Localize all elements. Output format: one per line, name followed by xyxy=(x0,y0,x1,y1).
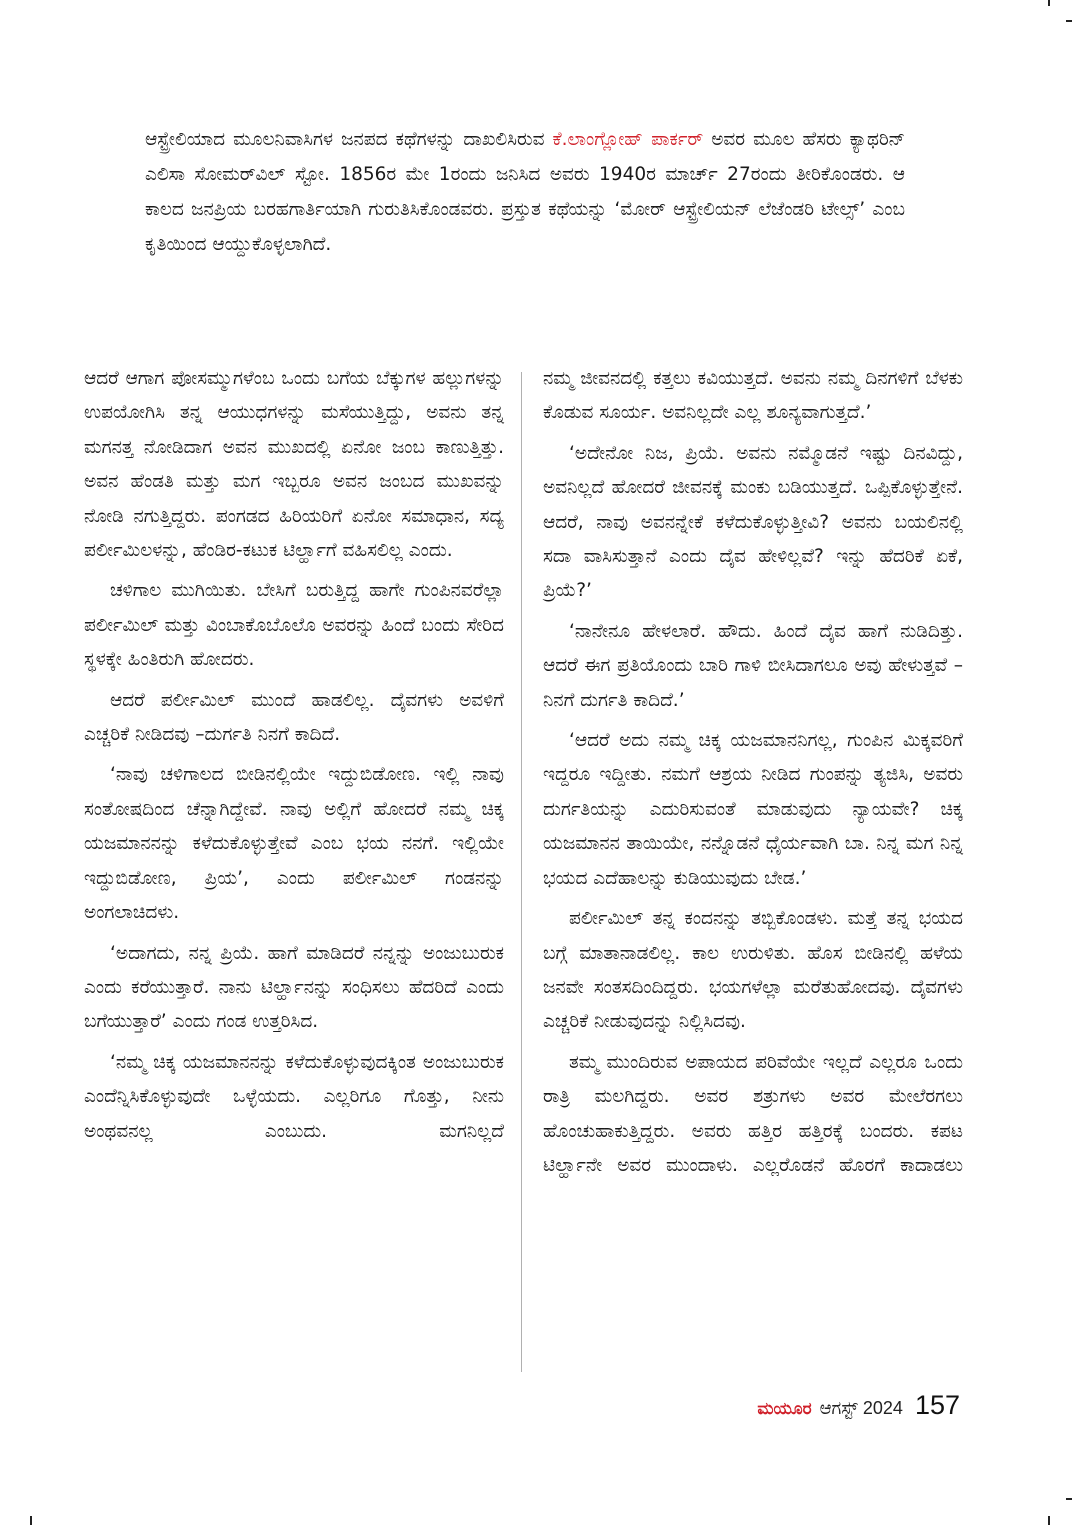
paragraph: ‘ಅದೇನೋ ನಿಜ, ಪ್ರಿಯೆ. ಅವನು ನಮ್ಮೊಡನೆ ಇಷ್ಟು ದಿನವಿದ್ದು, ಅವನಿಲ್ಲದೆ ಹೋದರೆ ಜೀವನಕ್ಕೆ ಮಂಕು ಬಡಿಯುತ್ತದೆ. ಒಪ್ಪಿಕೊಳ್ಳುತ್ತೇನೆ. ಆದರೆ, ನಾವು ಅವನನ್ನೇಕೆ ಕಳೆದುಕೊಳ್ಳುತ್ತೀವಿ? ಅವನು ಬಯಲಿನಲ್ಲಿ ಸದಾ ವಾಸಿಸುತ್ತಾನೆ ಎಂದು ದೈವ ಹೇಳಿಲ್ಲವೆ? ಇನ್ನು ಹೆದರಿಕೆ ಏಕೆ, ಪ್ರಿಯೆ?’ xyxy=(543,442,963,602)
paragraph: ತಮ್ಮ ಮುಂದಿರುವ ಅಪಾಯದ ಪರಿವೆಯೇ ಇಲ್ಲದೆ ಎಲ್ಲರೂ ಒಂದು ರಾತ್ರಿ ಮಲಗಿದ್ದರು. ಅವರ ಶತ್ರುಗಳು ಅವರ ಮೇಲೆರಗಲು ಹೊಂಚುಹಾಕುತ್ತಿದ್ದರು. ಅವರು ಹತ್ತಿರ ಹತ್ತಿರಕ್ಕೆ ಬಂದರು. ಕಪಟ ಟಿರ್ಲ್ಹಾನೇ ಅವರ ಮುಂದಾಳು. ಎಲ್ಲರೊಡನೆ ಹೊರಗೆ ಕಾದಾಡಲು xyxy=(543,1051,963,1176)
paragraph: ಪರ್ಲೀಮಿಲ್ ತನ್ನ ಕಂದನನ್ನು ತಬ್ಬಿಕೊಂಡಳು. ಮತ್ತೆ ತನ್ನ ಭಯದ ಬಗ್ಗೆ ಮಾತಾನಾಡಲಿಲ್ಲ. ಕಾಲ ಉರುಳಿತು. ಹೊಸ ಬೀಡಿನಲ್ಲಿ ಹಳೆಯ ಜನವೇ ಸಂತಸದಿಂದಿದ್ದರು. ಭಯಗಳೆಲ್ಲಾ ಮರೆತುಹೋದವು. ದೈವಗಳು ಎಚ್ಚರಿಕೆ ನೀಡುವುದನ್ನು ನಿಲ್ಲಿಸಿದವು. xyxy=(543,908,963,1033)
paragraph: ಆದರೆ ಆಗಾಗ ಪೋಸಮ್ಮುಗಳೆಂಬ ಒಂದು ಬಗೆಯ ಬೆಕ್ಕುಗಳ ಹಲ್ಲುಗಳನ್ನು ಉಪಯೋಗಿಸಿ ತನ್ನ ಆಯುಧಗಳನ್ನು ಮಸೆಯುತ್ತಿದ್ದು, ಅವನು ತನ್ನ ಮಗನತ್ತ ನೋಡಿದಾಗ ಅವನ ಮುಖದಲ್ಲಿ ಏನೋ ಜಂಬ ಕಾಣುತ್ತಿತ್ತು. ಅವನ ಹೆಂಡತಿ ಮತ್ತು ಮಗ ಇಬ್ಬರೂ ಅವನ ಜಂಬದ ಮುಖವನ್ನು ನೋಡಿ ನಗುತ್ತಿದ್ದರು. ಪಂಗಡದ ಹಿರಿಯರಿಗೆ ಏನೋ ಸಮಾಧಾನ, ಸದ್ಯ ಪರ್ಲೀಮಿಲಳನ್ನು, ಹೆಂಡಿರ-ಕಟುಕ ಟಿರ್ಲ್ಹಾಗೆ ವಹಿಸಲಿಲ್ಲ ಎಂದು. xyxy=(84,368,504,562)
author-name: ಕೆ.ಲಾಂಗ್ಲೋಹ್ ಪಾರ್ಕರ್ xyxy=(552,129,704,150)
magazine-logo: ಮಯೂರ xyxy=(757,1399,812,1419)
paragraph: ನಮ್ಮ ಜೀವನದಲ್ಲಿ ಕತ್ತಲು ಕವಿಯುತ್ತದೆ. ಅವನು ನಮ್ಮ ದಿನಗಳಿಗೆ ಬೆಳಕು ಕೊಡುವ ಸೂರ್ಯ. ಅವನಿಲ್ಲದೇ ಎಲ್ಲ ಶೂನ್ಯವಾಗುತ್ತದೆ.’ xyxy=(543,368,963,424)
paragraph: ‘ನಮ್ಮ ಚಿಕ್ಕ ಯಜಮಾನನನ್ನು ಕಳೆದುಕೊಳ್ಳುವುದಕ್ಕಿಂತ ಅಂಜುಬುರುಕ ಎಂದೆನ್ನಿಸಿಕೊಳ್ಳುವುದೇ ಒಳ್ಳೆಯದು. ಎಲ್ಲರಿಗೂ ಗೊತ್ತು, ನೀನು ಅಂಥವನಲ್ಲ ಎಂಬುದು. ಮಗನಿಲ್ಲದೆ xyxy=(84,1051,504,1142)
page-footer xyxy=(757,1390,960,1430)
column-divider xyxy=(521,372,522,1372)
article-column-right xyxy=(543,362,963,1183)
crop-mark-top xyxy=(1048,0,1050,6)
intro-text: ಅವರ ಮೂಲ ಹೆಸರು ಕ್ಯಾಥರಿನ್ ಎಲಿಸಾ ಸೋಮರ್‌ವಿಲ್ ಸ್ಟೋ. 1856ರ ಮೇ 1ರಂದು ಜನಿಸಿದ ಅವರು 1940ರ ಮಾರ್ಚ್ 27ರಂದು ತೀರಿಕೊಂಡರು. ಆ ಕಾಲದ ಜನಪ್ರಿಯ ಬರಹಗಾರ್ತಿಯಾಗಿ ಗುರುತಿಸಿಕೊಂಡವರು. ಪ್ರಸ್ತುತ ಕಥೆಯನ್ನು ‘ಮೋರ್ ಆಸ್ಟ್ರೇಲಿಯನ್ ಲೆಜೆಂಡರಿ ಟೇಲ್ಸ್’ ಎಂಬ ಕೃತಿಯಿಂದ ಆಯ್ದುಕೊಳ್ಳಲಾಗಿದೆ. xyxy=(145,129,906,255)
crop-mark-bottom xyxy=(1048,1516,1050,1525)
author-introduction xyxy=(145,122,905,262)
intro-lead: ಆಸ್ಟ್ರೇಲಿಯಾದ ಮೂಲನಿವಾಸಿಗಳ ಜನಪದ ಕಥೆಗಳನ್ನು ದಾಖಲಿಸಿರುವ xyxy=(145,129,545,150)
issue-date: ಆಗಸ್ಟ್ 2024 xyxy=(819,1398,903,1418)
crop-mark-right-top xyxy=(1066,20,1072,22)
paragraph: ‘ನಾನೇನೂ ಹೇಳಲಾರೆ. ಹೌದು. ಹಿಂದೆ ದೈವ ಹಾಗೆ ನುಡಿದಿತ್ತು. ಆದರೆ ಈಗ ಪ್ರತಿಯೊಂದು ಬಾರಿ ಗಾಳಿ ಬೀಸಿದಾಗಲೂ ಅವು ಹೇಳುತ್ತವೆ – ನಿನಗೆ ದುರ್ಗತಿ ಕಾದಿದೆ.’ xyxy=(543,620,963,711)
page-number: 157 xyxy=(914,1390,960,1420)
paragraph: ‘ನಾವು ಚಳಿಗಾಲದ ಬೀಡಿನಲ್ಲಿಯೇ ಇದ್ದುಬಿಡೋಣ. ಇಲ್ಲಿ ನಾವು ಸಂತೋಷದಿಂದ ಚೆನ್ನಾಗಿದ್ದೇವೆ. ನಾವು ಅಲ್ಲಿಗೆ ಹೋದರೆ ನಮ್ಮ ಚಿಕ್ಕ ಯಜಮಾನನನ್ನು ಕಳೆದುಕೊಳ್ಳುತ್ತೇವೆ ಎಂಬ ಭಯ ನನಗೆ. ಇಲ್ಲಿಯೇ ಇದ್ದುಬಿಡೋಣ, ಪ್ರಿಯ’, ಎಂದು ಪರ್ಲೀಮಿಲ್ ಗಂಡನನ್ನು ಅಂಗಲಾಚಿದಳು. xyxy=(84,764,504,924)
paragraph: ಚಳಿಗಾಲ ಮುಗಿಯಿತು. ಬೇಸಿಗೆ ಬರುತ್ತಿದ್ದ ಹಾಗೇ ಗುಂಪಿನವರೆಲ್ಲಾ ಪರ್ಲೀಮಿಲ್ ಮತ್ತು ವಿಂಬಾಕೊಬೊಲೊ ಅವರನ್ನು ಹಿಂದೆ ಬಂದು ಸೇರಿದ ಸ್ಥಳಕ್ಕೇ ಹಿಂತಿರುಗಿ ಹೋದರು. xyxy=(84,580,504,671)
paragraph: ಆದರೆ ಪರ್ಲೀಮಿಲ್ ಮುಂದೆ ಹಾಡಲಿಲ್ಲ. ದೈವಗಳು ಅವಳಿಗೆ ಎಚ್ಚರಿಕೆ ನೀಡಿದವು –ದುರ್ಗತಿ ನಿನಗೆ ಕಾದಿದೆ. xyxy=(84,689,504,746)
crop-mark-right-bottom xyxy=(1066,1498,1072,1500)
paragraph: ‘ಆದರೆ ಅದು ನಮ್ಮ ಚಿಕ್ಕ ಯಜಮಾನನಿಗಲ್ಲ, ಗುಂಪಿನ ಮಿಕ್ಕವರಿಗೆ ಇದ್ದರೂ ಇದ್ದೀತು. ನಮಗೆ ಆಶ್ರಯ ನೀಡಿದ ಗುಂಪನ್ನು ತ್ಯಜಿಸಿ, ಅವರು ದುರ್ಗತಿಯನ್ನು ಎದುರಿಸುವಂತೆ ಮಾಡುವುದು ನ್ಯಾಯವೇ? ಚಿಕ್ಕ ಯಜಮಾನನ ತಾಯಿಯೇ, ನನ್ನೊಡನೆ ಧೈರ್ಯವಾಗಿ ಬಾ. ನಿನ್ನ ಮಗ ನಿನ್ನ ಭಯದ ಎದೆಹಾಲನ್ನು ಕುಡಿಯುವುದು ಬೇಡ.’ xyxy=(543,730,963,889)
crop-mark-bottom-left xyxy=(30,1516,32,1525)
article-column-left xyxy=(84,362,504,1149)
paragraph: ‘ಅದಾಗದು, ನನ್ನ ಪ್ರಿಯೆ. ಹಾಗೆ ಮಾಡಿದರೆ ನನ್ನನ್ನು ಅಂಜುಬುರುಕ ಎಂದು ಕರೆಯುತ್ತಾರೆ. ನಾನು ಟಿರ್ಲ್ಹಾನನ್ನು ಸಂಧಿಸಲು ಹೆದರಿದೆ ಎಂದು ಬಗೆಯುತ್ತಾರೆ’ ಎಂದು ಗಂಡ ಉತ್ತರಿಸಿದ. xyxy=(84,942,504,1033)
